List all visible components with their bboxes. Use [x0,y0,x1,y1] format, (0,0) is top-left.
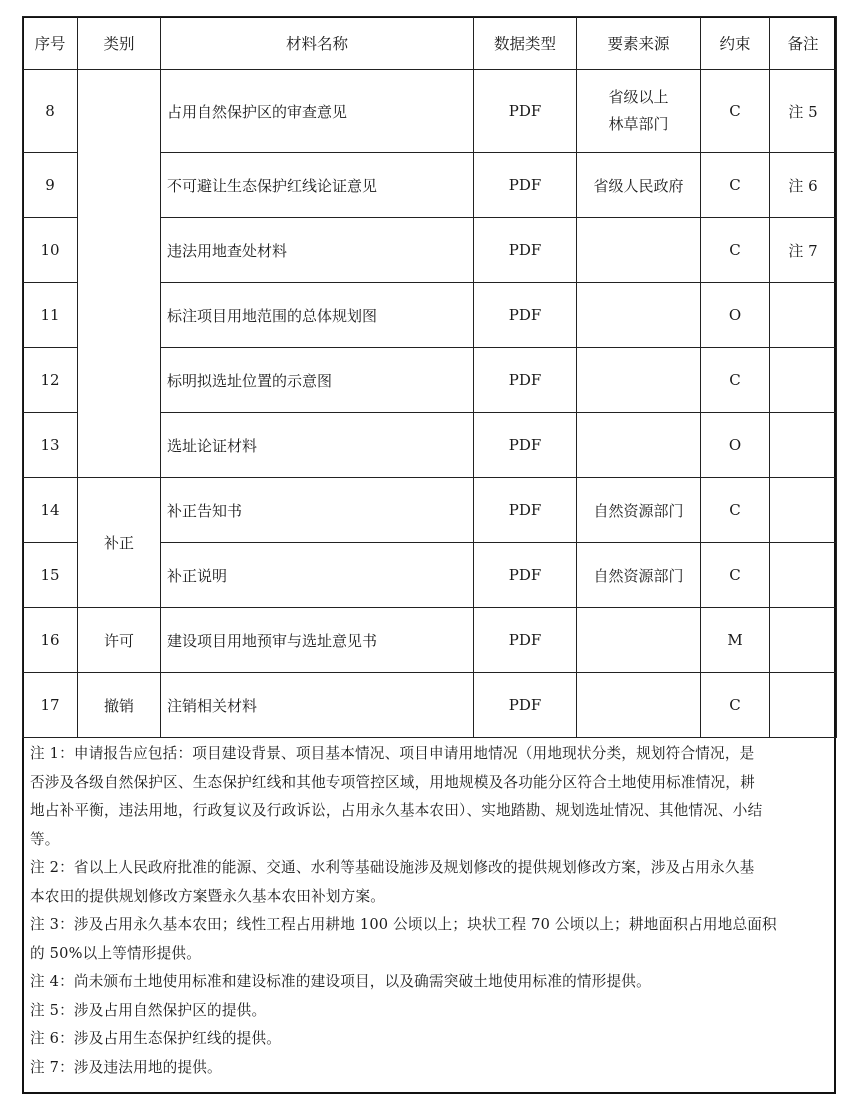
header-source: 要素来源 [577,17,701,70]
cell-data-type: PDF [474,413,577,478]
cell-name: 选址论证材料 [161,413,474,478]
cell-remark [770,413,837,478]
note-line: 注 2：省以上人民政府批准的能源、交通、水利等基础设施涉及规划修改的提供规划修改方案，涉及占用永久基 [30,859,755,876]
cell-constraint: O [701,283,770,348]
header-name: 材料名称 [161,17,474,70]
cell-constraint: C [701,218,770,283]
note-line: 注 4：尚未颁布土地使用标准和建设标准的建设项目，以及确需突破土地使用标准的情形提供。 [30,973,651,990]
table-row [23,478,837,543]
cell-data-type: PDF [474,608,577,673]
cell-data-type: PDF [474,348,577,413]
materials-table [22,16,837,738]
cell-seq: 9 [23,153,78,218]
cell-remark: 注 5 [770,70,837,153]
cell-source: 省级人民政府 [577,153,701,218]
cell-name: 违法用地查处材料 [161,218,474,283]
cell-source [577,218,701,283]
cell-data-type: PDF [474,673,577,738]
cell-seq: 15 [23,543,78,608]
header-category: 类别 [78,17,161,70]
cell-name: 建设项目用地预审与选址意见书 [161,608,474,673]
cell-data-type: PDF [474,283,577,348]
cell-remark [770,283,837,348]
note-line: 地占补平衡，违法用地，行政复议及行政诉讼，占用永久基本农田）、实地踏勘、规划选址情况、其他情况、小结 [30,802,763,819]
table-header-row [23,17,837,70]
table-row [23,673,837,738]
source-line: 林草部门 [608,115,669,133]
source-line: 省级以上 [608,88,669,106]
note-line: 等。 [30,830,60,848]
cell-remark [770,673,837,738]
cell-remark [770,478,837,543]
cell-data-type: PDF [474,218,577,283]
note-line: 否涉及各级自然保护区、生态保护红线和其他专项管控区域，用地规模及各功能分区符合土地使用标准情况，耕 [30,773,755,791]
cell-seq: 12 [23,348,78,413]
note-line: 的 50%以上等情形提供。 [30,944,202,962]
cell-constraint: C [701,70,770,153]
note-line: 注 3：涉及占用永久基本农田；线性工程占用耕地 100 公顷以上；块状工程 70 公顷以上；耕地面积占用地总面积 [30,916,777,933]
cell-category: 撤销 [78,673,161,738]
note-line: 注 1：申请报告应包括：项目建设背景、项目基本情况、项目申请用地情况（用地现状分类，规划符合情况，是 [30,745,755,762]
cell-remark [770,608,837,673]
cell-name: 标注项目用地范围的总体规划图 [161,283,474,348]
cell-name: 占用自然保护区的审查意见 [161,70,474,153]
cell-seq: 13 [23,413,78,478]
cell-remark: 注 7 [770,218,837,283]
cell-source: 自然资源部门 [577,543,701,608]
cell-constraint: C [701,153,770,218]
cell-constraint: C [701,543,770,608]
cell-data-type: PDF [474,70,577,153]
cell-source [577,413,701,478]
cell-source [577,70,701,153]
header-seq: 序号 [23,17,78,70]
cell-seq: 10 [23,218,78,283]
cell-seq: 11 [23,283,78,348]
cell-name: 注销相关材料 [161,673,474,738]
cell-constraint: M [701,608,770,673]
note-line: 注 6：涉及占用生态保护红线的提供。 [30,1030,282,1047]
cell-remark [770,543,837,608]
cell-source [577,348,701,413]
cell-source [577,673,701,738]
cell-remark [770,348,837,413]
table-row [23,70,837,153]
cell-name: 不可避让生态保护红线论证意见 [161,153,474,218]
note-line: 本农田的提供规划修改方案暨永久基本农田补划方案。 [30,887,386,905]
cell-category-empty [78,70,161,478]
cell-category: 许可 [78,608,161,673]
header-remark: 备注 [770,17,837,70]
cell-data-type: PDF [474,153,577,218]
cell-remark: 注 6 [770,153,837,218]
cell-name: 补正说明 [161,543,474,608]
note-line: 注 5：涉及占用自然保护区的提供。 [30,1001,267,1019]
cell-constraint: C [701,478,770,543]
cell-source [577,608,701,673]
table-row [23,608,837,673]
cell-source: 自然资源部门 [577,478,701,543]
cell-category: 补正 [78,478,161,608]
cell-data-type: PDF [474,543,577,608]
cell-seq: 16 [23,608,78,673]
cell-seq: 17 [23,673,78,738]
cell-data-type: PDF [474,478,577,543]
note-line: 注 7：涉及违法用地的提供。 [30,1058,222,1076]
cell-seq: 8 [23,70,78,153]
header-constraint: 约束 [701,17,770,70]
cell-name: 标明拟选址位置的示意图 [161,348,474,413]
cell-constraint: C [701,348,770,413]
cell-constraint: C [701,673,770,738]
header-data-type: 数据类型 [474,17,577,70]
cell-constraint: O [701,413,770,478]
notes-section [24,740,834,1082]
cell-source [577,283,701,348]
cell-seq: 14 [23,478,78,543]
cell-name: 补正告知书 [161,478,474,543]
